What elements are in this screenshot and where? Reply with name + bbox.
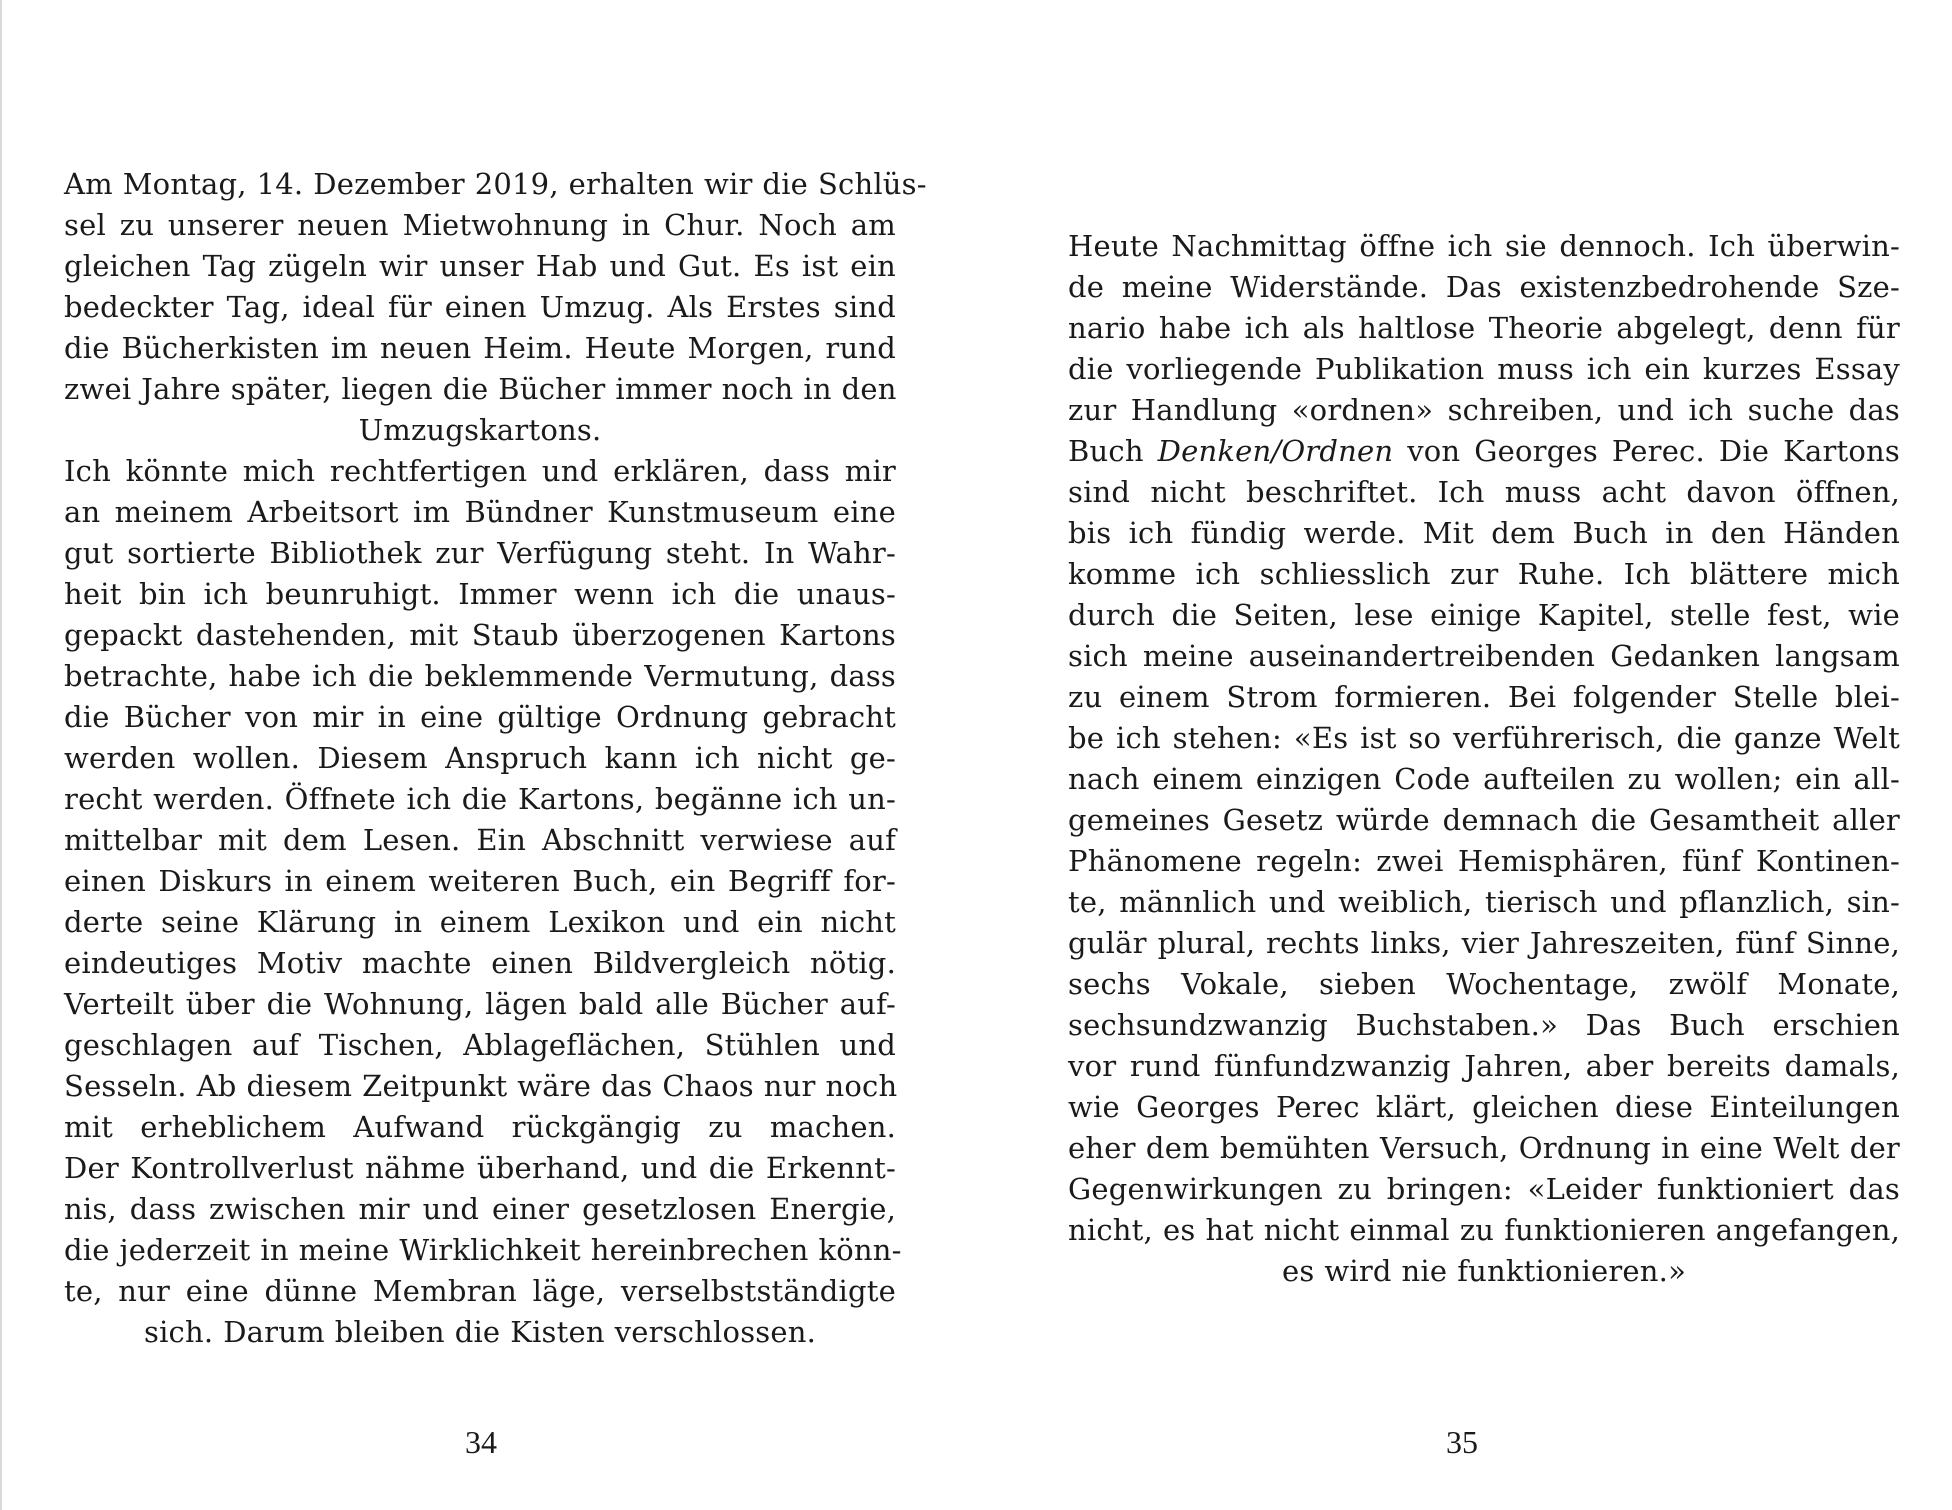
page-edge (0, 0, 2, 1510)
text-line: gulär plural, rechts links, vier Jahreszeiten, fünf Sinne, (1068, 926, 1900, 960)
text-line: es wird nie funktionieren.» (1281, 1254, 1687, 1288)
text-line: nario habe ich als haltlose Theorie abgelegt, denn für (1068, 311, 1900, 345)
text-line: bis ich fündig werde. Mit dem Buch in den Händen (1068, 516, 1900, 550)
page-number: 34 (465, 1424, 497, 1460)
text-line: die jederzeit in meine Wirklichkeit hereinbrechen könn- (64, 1233, 902, 1267)
text-line: betrachte, habe ich die beklemmende Vermutung, dass (64, 659, 896, 693)
book-title: Denken/Ordnen (1157, 434, 1394, 468)
left-page-body-text (64, 164, 927, 1353)
text-line: eindeutiges Motiv machte einen Bildvergleich nötig. (64, 946, 896, 980)
text-segment: von Georges Perec. Die Kartons (1393, 434, 1900, 468)
text-line: nicht, es hat nicht einmal zu funktionieren angefangen, (1068, 1213, 1900, 1247)
text-line: sind nicht beschriftet. Ich muss acht davon öffnen, (1068, 475, 1900, 509)
text-line: durch die Seiten, lese einige Kapitel, stelle fest, wie (1068, 598, 1900, 632)
text-line: be ich stehen: «Es ist so verführerisch, die ganze Welt (1068, 721, 1900, 755)
text-line: an meinem Arbeitsort im Bündner Kunstmuseum eine (64, 495, 896, 529)
right-page-body-text (1068, 226, 1900, 1292)
text-line-with-book-title (1068, 431, 1900, 472)
text-line: nis, dass zwischen mir und einer gesetzlosen Energie, (64, 1192, 896, 1226)
text-line: mittelbar mit dem Lesen. Ein Abschnitt verwiese auf (64, 823, 896, 857)
text-line: bedeckter Tag, ideal für einen Umzug. Als Erstes sind (64, 290, 896, 324)
text-line: heit bin ich beunruhigt. Immer wenn ich die unaus- (64, 577, 896, 611)
text-line: zu einem Strom formieren. Bei folgender Stelle blei- (1068, 680, 1900, 714)
page-number: 35 (1446, 1424, 1478, 1460)
text-line: derte seine Klärung in einem Lexikon und ein nicht (64, 905, 896, 939)
text-line: gemeines Gesetz würde demnach die Gesamtheit aller (1068, 803, 1900, 837)
text-line: die Bücher von mir in eine gültige Ordnung gebracht (64, 700, 896, 734)
text-line: gleichen Tag zügeln wir unser Hab und Gut. Es ist ein (64, 249, 896, 283)
text-line: zur Handlung «ordnen» schreiben, und ich suche das (1068, 393, 1900, 427)
text-line: gepackt dastehenden, mit Staub überzogenen Kartons (64, 618, 896, 652)
text-line: Phänomene regeln: zwei Hemisphären, fünf Kontinen- (1068, 844, 1900, 878)
text-line: wie Georges Perec klärt, gleichen diese Einteilungen (1068, 1090, 1900, 1124)
text-line: de meine Widerstände. Das existenzbedrohende Sze- (1068, 270, 1900, 304)
text-line: komme ich schliesslich zur Ruhe. Ich blättere mich (1068, 557, 1900, 591)
text-line: werden wollen. Diesem Anspruch kann ich nicht ge- (64, 741, 896, 775)
text-line: Sesseln. Ab diesem Zeitpunkt wäre das Chaos nur noch (64, 1069, 898, 1103)
text-line: zwei Jahre später, liegen die Bücher immer noch in den (64, 372, 897, 406)
text-line: Am Montag, 14. Dezember 2019, erhalten wir die Schlüs- (64, 167, 927, 201)
text-line: Der Kontrollverlust nähme überhand, und die Erkennt- (64, 1151, 896, 1185)
text-line: Heute Nachmittag öffne ich sie dennoch. Ich überwin- (1068, 229, 1900, 263)
text-line: die vorliegende Publikation muss ich ein kurzes Essay (1068, 352, 1900, 386)
text-line: Verteilt über die Wohnung, lägen bald alle Bücher auf- (64, 987, 896, 1021)
text-line: sich meine auseinandertreibenden Gedanken langsam (1068, 639, 1900, 673)
text-line: sechs Vokale, sieben Wochentage, zwölf Monate, (1068, 967, 1900, 1001)
text-line: Gegenwirkungen zu bringen: «Leider funktioniert das (1068, 1172, 1900, 1206)
text-line: Ich könnte mich rechtfertigen und erklären, dass mir (64, 454, 896, 488)
text-line: die Bücherkisten im neuen Heim. Heute Morgen, rund (64, 331, 896, 365)
text-line: sechsundzwanzig Buchstaben.» Das Buch erschien (1068, 1008, 1900, 1042)
text-line: nach einem einzigen Code aufteilen zu wollen; ein all- (1068, 762, 1900, 796)
text-line: vor rund fünfundzwanzig Jahren, aber bereits damals, (1068, 1049, 1900, 1083)
text-line: Umzugskartons. (358, 413, 602, 447)
text-line: recht werden. Öffnete ich die Kartons, begänne ich un- (64, 782, 896, 816)
text-line: einen Diskurs in einem weiteren Buch, ein Begriff for- (64, 864, 896, 898)
text-line: geschlagen auf Tischen, Ablageflächen, Stühlen und (64, 1028, 896, 1062)
text-line: mit erheblichem Aufwand rückgängig zu machen. (64, 1110, 896, 1144)
text-line: gut sortierte Bibliothek zur Verfügung steht. In Wahr- (64, 536, 896, 570)
text-line: te, männlich und weiblich, tierisch und pflanzlich, sin- (1068, 885, 1900, 919)
text-line: eher dem bemühten Versuch, Ordnung in eine Welt der (1068, 1131, 1900, 1165)
text-segment: Buch (1068, 434, 1158, 468)
text-line: sich. Darum bleiben die Kisten verschlossen. (143, 1315, 817, 1349)
right-page (976, 0, 1952, 1510)
text-line: sel zu unserer neuen Mietwohnung in Chur. Noch am (64, 208, 896, 242)
text-line: te, nur eine dünne Membran läge, verselbstständigte (64, 1274, 896, 1308)
